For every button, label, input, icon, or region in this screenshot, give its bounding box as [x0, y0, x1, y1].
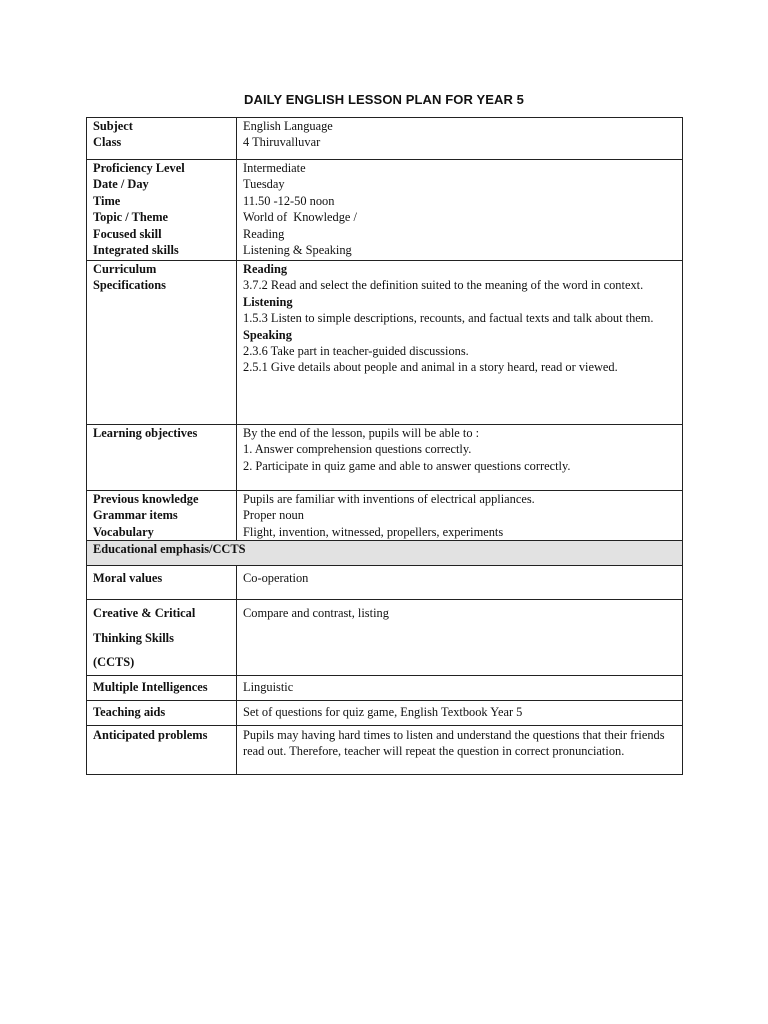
label-focused-skill: Focused skill	[93, 226, 162, 241]
table-row	[87, 566, 683, 600]
table-row	[87, 118, 683, 160]
lesson-plan-table	[86, 117, 683, 775]
label-cell	[87, 491, 237, 541]
label-integrated-skills: Integrated skills	[93, 243, 179, 258]
objectives-intro: By the end of the lesson, pupils will be able to :	[243, 426, 480, 440]
value-date: Tuesday	[243, 177, 285, 192]
objective-1: 1. Answer comprehension questions correctly.	[243, 442, 472, 457]
label-grammar-items: Grammar items	[93, 508, 178, 523]
label-cell	[87, 600, 237, 676]
value-anticipated-problems: Pupils may having hard times to listen and understand the questions that their friends read out. Therefore, teacher will repeat the question in correct pronunciation.	[237, 725, 683, 774]
listening-heading: Listening	[243, 294, 293, 309]
listening-standard: 1.5.3 Listen to simple descriptions, recounts, and factual texts and talk about them.	[243, 311, 654, 326]
label-time: Time	[93, 193, 121, 208]
label-cell	[87, 261, 237, 425]
label-ccts-3: (CCTS)	[93, 655, 135, 670]
value-time: 11.50 -12-50 noon	[243, 193, 335, 208]
speaking-standard-2: 2.5.1 Give details about people and animal in a story heard, read or viewed.	[243, 360, 618, 375]
speaking-heading: Speaking	[243, 327, 292, 342]
table-row	[87, 725, 683, 774]
value-teaching-aids: Set of questions for quiz game, English Textbook Year 5	[237, 700, 683, 725]
value-cell	[237, 491, 683, 541]
value-ccts: Compare and contrast, listing	[237, 600, 683, 676]
label-cell	[87, 425, 237, 491]
label-ccts-2: Thinking Skills	[93, 630, 174, 645]
label-ccts-1: Creative & Critical	[93, 606, 196, 621]
label-subject: Subject	[93, 119, 133, 133]
label-learning-objectives: Learning objectives	[93, 426, 198, 440]
value-proficiency: Intermediate	[243, 161, 306, 175]
table-row	[87, 700, 683, 725]
value-cell	[237, 160, 683, 261]
table-row	[87, 541, 683, 566]
value-cell	[237, 118, 683, 160]
reading-heading: Reading	[243, 262, 288, 276]
educational-emphasis-header: Educational emphasis/CCTS	[87, 541, 683, 566]
label-vocabulary: Vocabulary	[93, 524, 154, 539]
label-class: Class	[93, 135, 122, 150]
label-topic: Topic / Theme	[93, 210, 169, 225]
value-moral-values: Co-operation	[237, 566, 683, 600]
label-date: Date / Day	[93, 177, 149, 192]
speaking-standard-1: 2.3.6 Take part in teacher-guided discussions.	[243, 344, 469, 359]
table-row	[87, 675, 683, 700]
table-row	[87, 600, 683, 676]
value-vocabulary: Flight, invention, witnessed, propellers, experiments	[243, 524, 504, 539]
objective-2: 2. Participate in quiz game and able to answer questions correctly.	[243, 458, 571, 473]
label-moral-values: Moral values	[87, 566, 237, 600]
label-anticipated-problems: Anticipated problems	[87, 725, 237, 774]
table-row	[87, 261, 683, 425]
label-specifications: Specifications	[93, 278, 166, 293]
label-proficiency: Proficiency Level	[93, 161, 185, 175]
value-topic: World of Knowledge /	[243, 210, 357, 225]
reading-standard: 3.7.2 Read and select the definition suited to the meaning of the word in context.	[243, 278, 644, 293]
document-title: DAILY ENGLISH LESSON PLAN FOR YEAR 5	[243, 92, 525, 107]
label-cell	[87, 118, 237, 160]
label-curriculum: Curriculum	[93, 262, 157, 276]
value-cell	[237, 425, 683, 491]
value-grammar-items: Proper noun	[243, 508, 304, 523]
value-previous-knowledge: Pupils are familiar with inventions of electrical appliances.	[243, 492, 535, 506]
label-teaching-aids: Teaching aids	[87, 700, 237, 725]
value-subject: English Language	[243, 119, 333, 133]
value-focused-skill: Reading	[243, 226, 285, 241]
table-row	[87, 491, 683, 541]
label-cell	[87, 160, 237, 261]
table-row	[87, 160, 683, 261]
value-class: 4 Thiruvalluvar	[243, 135, 321, 150]
value-integrated-skills: Listening & Speaking	[243, 243, 352, 258]
label-multiple-intelligences: Multiple Intelligences	[87, 675, 237, 700]
value-multiple-intelligences: Linguistic	[237, 675, 683, 700]
label-previous-knowledge: Previous knowledge	[93, 492, 199, 506]
table-row	[87, 425, 683, 491]
value-cell	[237, 261, 683, 425]
